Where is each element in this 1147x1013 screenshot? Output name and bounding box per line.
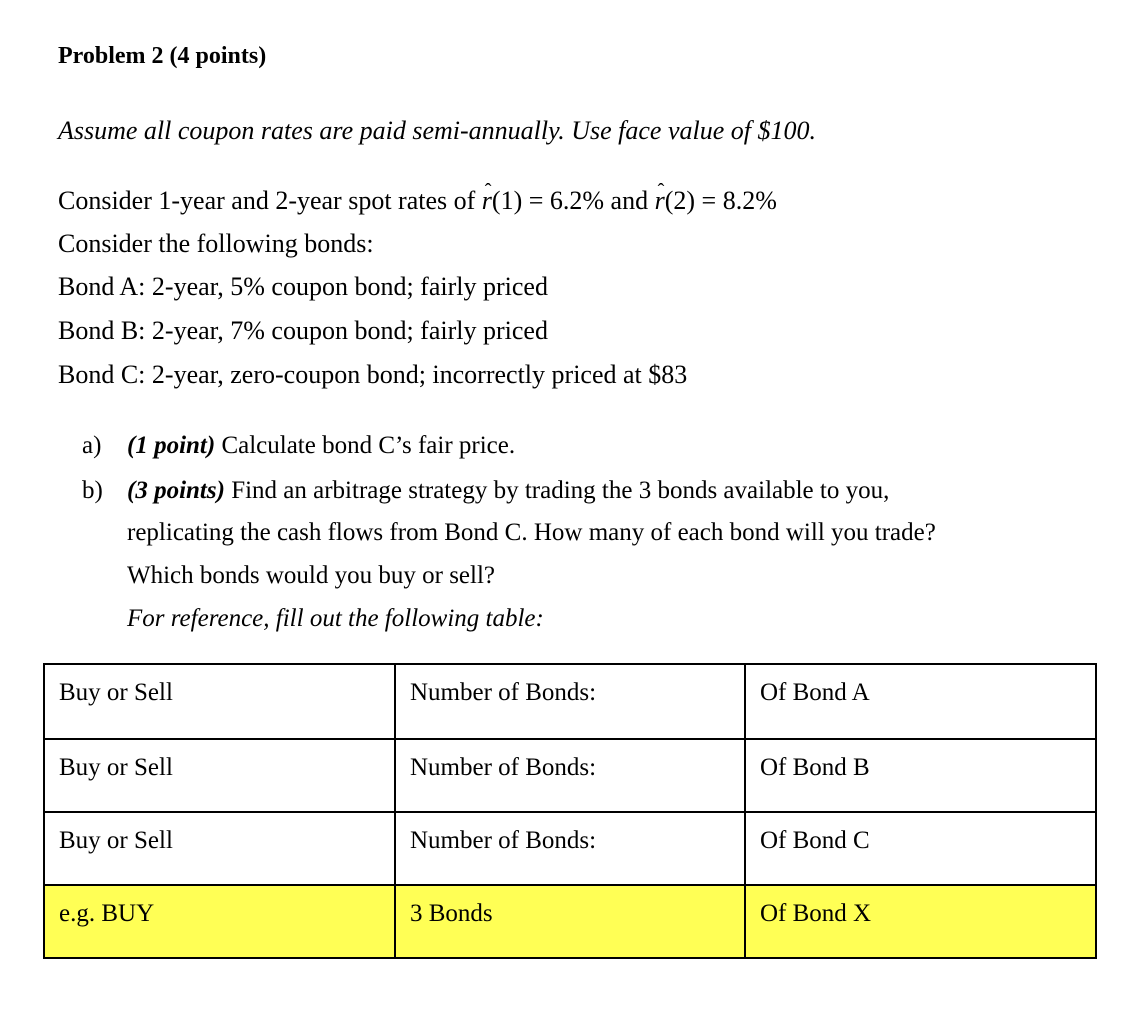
question-b-text: Find an arbitrage strategy by trading the 3 bonds available to you, xyxy=(224,477,890,504)
assumption-text: Assume all coupon rates are paid semi-annually. Use face value of $100. xyxy=(58,116,816,145)
bond-a-description: Bond A: 2-year, 5% coupon bond; fairly priced xyxy=(58,272,548,301)
bond-b-description: Bond B: 2-year, 7% coupon bond; fairly priced xyxy=(58,316,548,345)
bond-name-cell: Of Bond C xyxy=(745,812,1096,885)
buy-sell-cell[interactable]: Buy or Sell xyxy=(44,812,395,885)
example-buy-sell-cell: e.g. BUY xyxy=(44,885,395,958)
table-row xyxy=(44,812,1096,885)
example-bond-cell: Of Bond X xyxy=(745,885,1096,958)
spot-rates-prefix: Consider 1-year and 2-year spot rates of xyxy=(58,186,482,215)
table-row xyxy=(44,739,1096,812)
table-row xyxy=(44,664,1096,739)
question-a xyxy=(82,432,515,460)
buy-sell-cell[interactable]: Buy or Sell xyxy=(44,739,395,812)
question-a-points: (1 point) xyxy=(127,432,216,459)
bond-c-description: Bond C: 2-year, zero-coupon bond; incorrectly priced at $83 xyxy=(58,360,688,389)
consider-bonds-text: Consider the following bonds: xyxy=(58,229,374,258)
spot-rates-line xyxy=(58,186,777,216)
question-b-reference: For reference, fill out the following table: xyxy=(127,605,544,632)
buy-sell-cell[interactable]: Buy or Sell xyxy=(44,664,395,739)
question-b xyxy=(82,477,889,505)
question-a-label: a) xyxy=(82,432,102,459)
bond-name-cell: Of Bond A xyxy=(745,664,1096,739)
bond-name-cell: Of Bond B xyxy=(745,739,1096,812)
answer-table xyxy=(43,663,1097,959)
question-b-label: b) xyxy=(82,477,103,504)
r2-symbol: r ˆ xyxy=(655,186,665,216)
problem-title: Problem 2 (4 points) xyxy=(58,43,267,69)
number-of-bonds-cell[interactable]: Number of Bonds: xyxy=(395,664,745,739)
number-of-bonds-cell[interactable]: Number of Bonds: xyxy=(395,812,745,885)
question-a-text: Calculate bond C’s fair price. xyxy=(215,432,516,459)
number-of-bonds-cell[interactable]: Number of Bonds: xyxy=(395,739,745,812)
r1-value: (1) = 6.2% and xyxy=(491,186,655,215)
example-row xyxy=(44,885,1096,958)
question-b-line2: replicating the cash flows from Bond C. How many of each bond will you trade? xyxy=(127,519,936,546)
example-number-cell: 3 Bonds xyxy=(395,885,745,958)
r2-value: (2) = 8.2% xyxy=(664,186,777,215)
question-b-points: (3 points) xyxy=(127,477,225,504)
r1-symbol: r ˆ xyxy=(482,186,492,216)
question-b-line3: Which bonds would you buy or sell? xyxy=(127,562,496,589)
